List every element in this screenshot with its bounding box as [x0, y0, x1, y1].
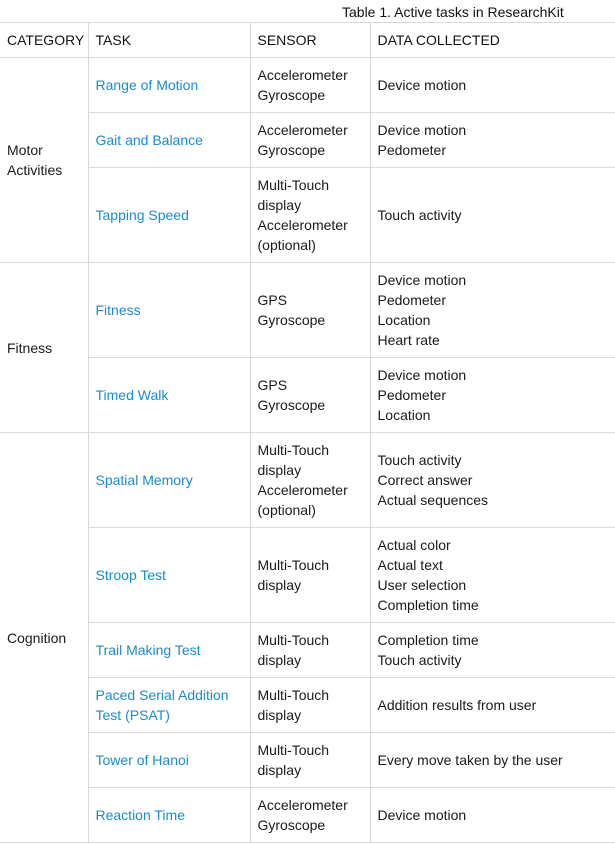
data-collected-cell [370, 263, 615, 358]
data-collected-cell-line: Device motion [377, 272, 467, 288]
data-collected-cell [370, 433, 615, 528]
table-row [0, 623, 615, 678]
task-link-line: Spatial Memory [95, 472, 193, 488]
task-link-line: Reaction Time [95, 807, 185, 823]
task-link-line: Tapping Speed [95, 207, 189, 223]
active-tasks-table [0, 22, 615, 843]
data-collected-cell-line: Every move taken by the user [377, 752, 563, 768]
data-collected-cell [370, 113, 615, 168]
data-collected-cell-line: Correct answer [377, 472, 473, 488]
task-link-line: Test (PSAT) [95, 707, 170, 723]
sensor-cell-line: Accelerometer [257, 797, 348, 813]
category-cell [0, 263, 88, 433]
task-link[interactable] [88, 58, 250, 113]
data-collected-cell-line: Pedometer [377, 387, 446, 403]
data-collected-cell [370, 168, 615, 263]
task-link[interactable] [88, 113, 250, 168]
sensor-cell-line: Gyroscope [257, 312, 326, 328]
category-cell [0, 58, 88, 263]
sensor-cell-line: display [257, 577, 302, 593]
data-collected-cell-line: Completion time [377, 597, 479, 613]
sensor-cell-line: Accelerometer [257, 217, 348, 233]
table-row [0, 433, 615, 528]
data-collected-cell-line: User selection [377, 577, 467, 593]
data-collected-cell [370, 733, 615, 788]
sensor-cell-line: display [257, 762, 302, 778]
sensor-cell-line: display [257, 197, 302, 213]
table-row [0, 788, 615, 843]
sensor-cell-line: Gyroscope [257, 397, 326, 413]
task-link[interactable] [88, 528, 250, 623]
sensor-cell-line: display [257, 462, 302, 478]
data-collected-cell [370, 678, 615, 733]
table-caption: Table 1. Active tasks in ResearchKit [342, 4, 564, 20]
data-collected-cell-line: Pedometer [377, 292, 446, 308]
data-collected-cell [370, 788, 615, 843]
sensor-cell-line: Accelerometer [257, 482, 348, 498]
category-cell-line: Activities [7, 162, 63, 178]
sensor-cell [250, 113, 370, 168]
task-link[interactable] [88, 788, 250, 843]
table-row [0, 263, 615, 358]
task-link[interactable] [88, 678, 250, 733]
data-collected-cell-line: Touch activity [377, 452, 462, 468]
task-link-line: Fitness [95, 302, 141, 318]
header-row [0, 23, 615, 58]
sensor-cell-line: GPS [257, 292, 288, 308]
data-collected-cell-line: Touch activity [377, 652, 462, 668]
data-collected-cell-line: Device motion [377, 77, 467, 93]
sensor-cell [250, 263, 370, 358]
data-collected-cell-line: Completion time [377, 632, 479, 648]
data-collected-cell [370, 528, 615, 623]
sensor-cell-line: Multi-Touch [257, 742, 330, 758]
data-collected-cell [370, 58, 615, 113]
sensor-cell-line: Gyroscope [257, 817, 326, 833]
table-row [0, 58, 615, 113]
sensor-cell-line: Multi-Touch [257, 177, 330, 193]
data-collected-cell-line: Device motion [377, 807, 467, 823]
data-collected-cell-line: Device motion [377, 367, 467, 383]
header-category: CATEGORY [0, 23, 88, 58]
table-row [0, 113, 615, 168]
sensor-cell-line: Multi-Touch [257, 632, 330, 648]
table-row [0, 528, 615, 623]
data-collected-cell-line: Device motion [377, 122, 467, 138]
table-row [0, 733, 615, 788]
sensor-cell-line: (optional) [257, 237, 316, 253]
task-link-line: Timed Walk [95, 387, 169, 403]
sensor-cell-line: Accelerometer [257, 122, 348, 138]
category-cell [0, 433, 88, 843]
sensor-cell-line: Gyroscope [257, 87, 326, 103]
sensor-cell [250, 358, 370, 433]
table-row [0, 168, 615, 263]
data-collected-cell-line: Heart rate [377, 332, 440, 348]
table-row [0, 358, 615, 433]
category-cell-line: Fitness [7, 339, 53, 356]
table-body [0, 58, 615, 843]
sensor-cell-line: display [257, 707, 302, 723]
task-link[interactable] [88, 433, 250, 528]
category-cell-line: Cognition [7, 629, 67, 646]
sensor-cell [250, 528, 370, 623]
sensor-cell [250, 58, 370, 113]
sensor-cell-line: (optional) [257, 502, 316, 518]
task-link[interactable] [88, 168, 250, 263]
table-row [0, 678, 615, 733]
task-link-line: Gait and Balance [95, 132, 203, 148]
sensor-cell-line: Accelerometer [257, 67, 348, 83]
data-collected-cell-line: Actual color [377, 537, 451, 553]
data-collected-cell [370, 623, 615, 678]
sensor-cell-line: display [257, 652, 302, 668]
data-collected-cell-line: Actual text [377, 557, 443, 573]
sensor-cell [250, 433, 370, 528]
sensor-cell-line: Gyroscope [257, 142, 326, 158]
category-cell-line: Motor [7, 142, 43, 158]
task-link-line: Paced Serial Addition [95, 687, 229, 703]
header-data-collected: DATA COLLECTED [370, 23, 615, 58]
sensor-cell-line: Multi-Touch [257, 687, 330, 703]
data-collected-cell-line: Location [377, 407, 431, 423]
task-link-line: Stroop Test [95, 567, 167, 583]
data-collected-cell-line: Actual sequences [377, 492, 489, 508]
sensor-cell [250, 678, 370, 733]
task-link[interactable] [88, 263, 250, 358]
sensor-cell [250, 733, 370, 788]
sensor-cell [250, 788, 370, 843]
sensor-cell [250, 623, 370, 678]
sensor-cell-line: Multi-Touch [257, 557, 330, 573]
data-collected-cell [370, 358, 615, 433]
task-link[interactable] [88, 623, 250, 678]
header-sensor: SENSOR [250, 23, 370, 58]
sensor-cell-line: Multi-Touch [257, 442, 330, 458]
task-link-line: Tower of Hanoi [95, 752, 189, 768]
task-link-line: Trail Making Test [95, 642, 201, 658]
data-collected-cell-line: Pedometer [377, 142, 446, 158]
data-collected-cell-line: Touch activity [377, 207, 462, 223]
data-collected-cell-line: Location [377, 312, 431, 328]
sensor-cell [250, 168, 370, 263]
sensor-cell-line: GPS [257, 377, 288, 393]
task-link-line: Range of Motion [95, 77, 199, 93]
task-link[interactable] [88, 358, 250, 433]
data-collected-cell-line: Addition results from user [377, 697, 537, 713]
header-task: TASK [88, 23, 250, 58]
task-link[interactable] [88, 733, 250, 788]
